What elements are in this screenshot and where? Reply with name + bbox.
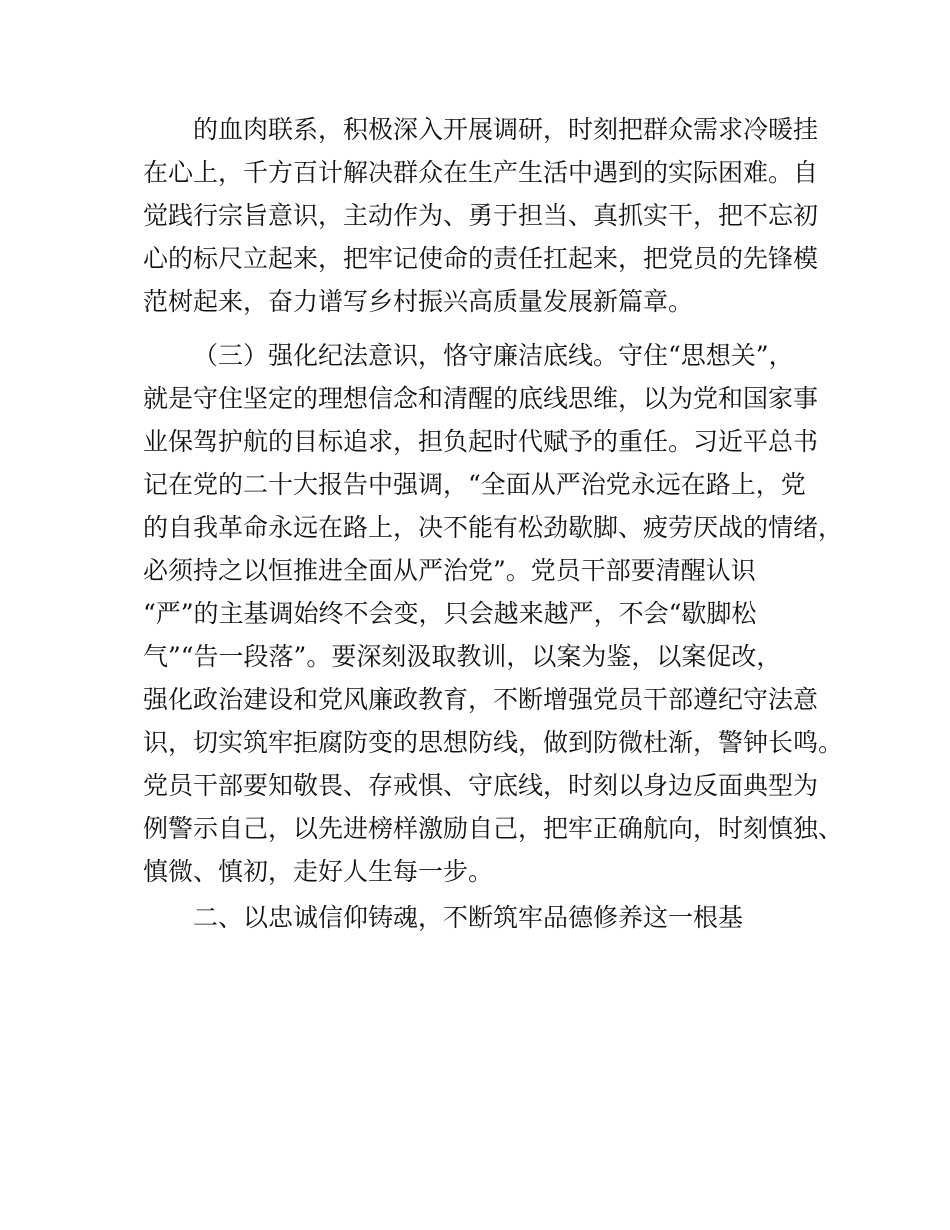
text-line: “严”的主基调始终不会变，只会越来越严，不会“歇脚松 <box>143 599 757 628</box>
text-line: 识，切实筑牢拒腐防变的思想防线，做到防微杜渐，警钟长鸣。 <box>143 728 844 757</box>
section-heading: 二、以忠诚信仰铸魂，不断筑牢品德修养这一根基 <box>193 903 744 932</box>
text-line: 强化政治建设和党风廉政教育，不断增强党员干部遵纪守法意 <box>143 685 819 714</box>
paragraph-3 <box>143 896 843 939</box>
text-line: 例警示自己，以先进榜样激励自己，把牢正确航向，时刻慎独、 <box>143 814 844 843</box>
text-line: 气”“告一段落”。要深刻汲取教训，以案为鉴，以案促改， <box>143 642 782 671</box>
text-line: 慎微、慎初，走好人生每一步。 <box>143 857 494 886</box>
text-line: 的血肉联系，积极深入开展调研，时刻把群众需求冷暖挂 <box>193 115 819 144</box>
text-line: 业保驾护航的目标追求，担负起时代赋予的重任。习近平总书 <box>143 427 819 456</box>
text-line: 记在党的二十大报告中强调，“全面从严治党永远在路上，党 <box>143 470 806 499</box>
section-heading-line: （三）强化纪法意识，恪守廉洁底线。守住“思想关”， <box>193 341 794 370</box>
text-line: 在心上，千方百计解决群众在生产生活中遇到的实际困难。自 <box>143 158 819 187</box>
paragraph-1 <box>143 108 843 323</box>
text-line: 的自我革命永远在路上，决不能有松劲歇脚、疲劳厌战的情绪， <box>143 513 844 542</box>
text-line: 党员干部要知敬畏、存戒惧、守底线，时刻以身边反面典型为 <box>143 771 819 800</box>
paragraph-2 <box>143 334 843 893</box>
text-line: 范树起来，奋力谱写乡村振兴高质量发展新篇章。 <box>143 287 694 316</box>
text-line: 心的标尺立起来，把牢记使命的责任扛起来，把党员的先锋模 <box>143 244 819 273</box>
text-line: 觉践行宗旨意识，主动作为、勇于担当、真抓实干，把不忘初 <box>143 201 819 230</box>
text-line: 必须持之以恒推进全面从严治党”。党员干部要清醒认识 <box>143 556 756 585</box>
text-line: 就是守住坚定的理想信念和清醒的底线思维，以为党和国家事 <box>143 384 819 413</box>
